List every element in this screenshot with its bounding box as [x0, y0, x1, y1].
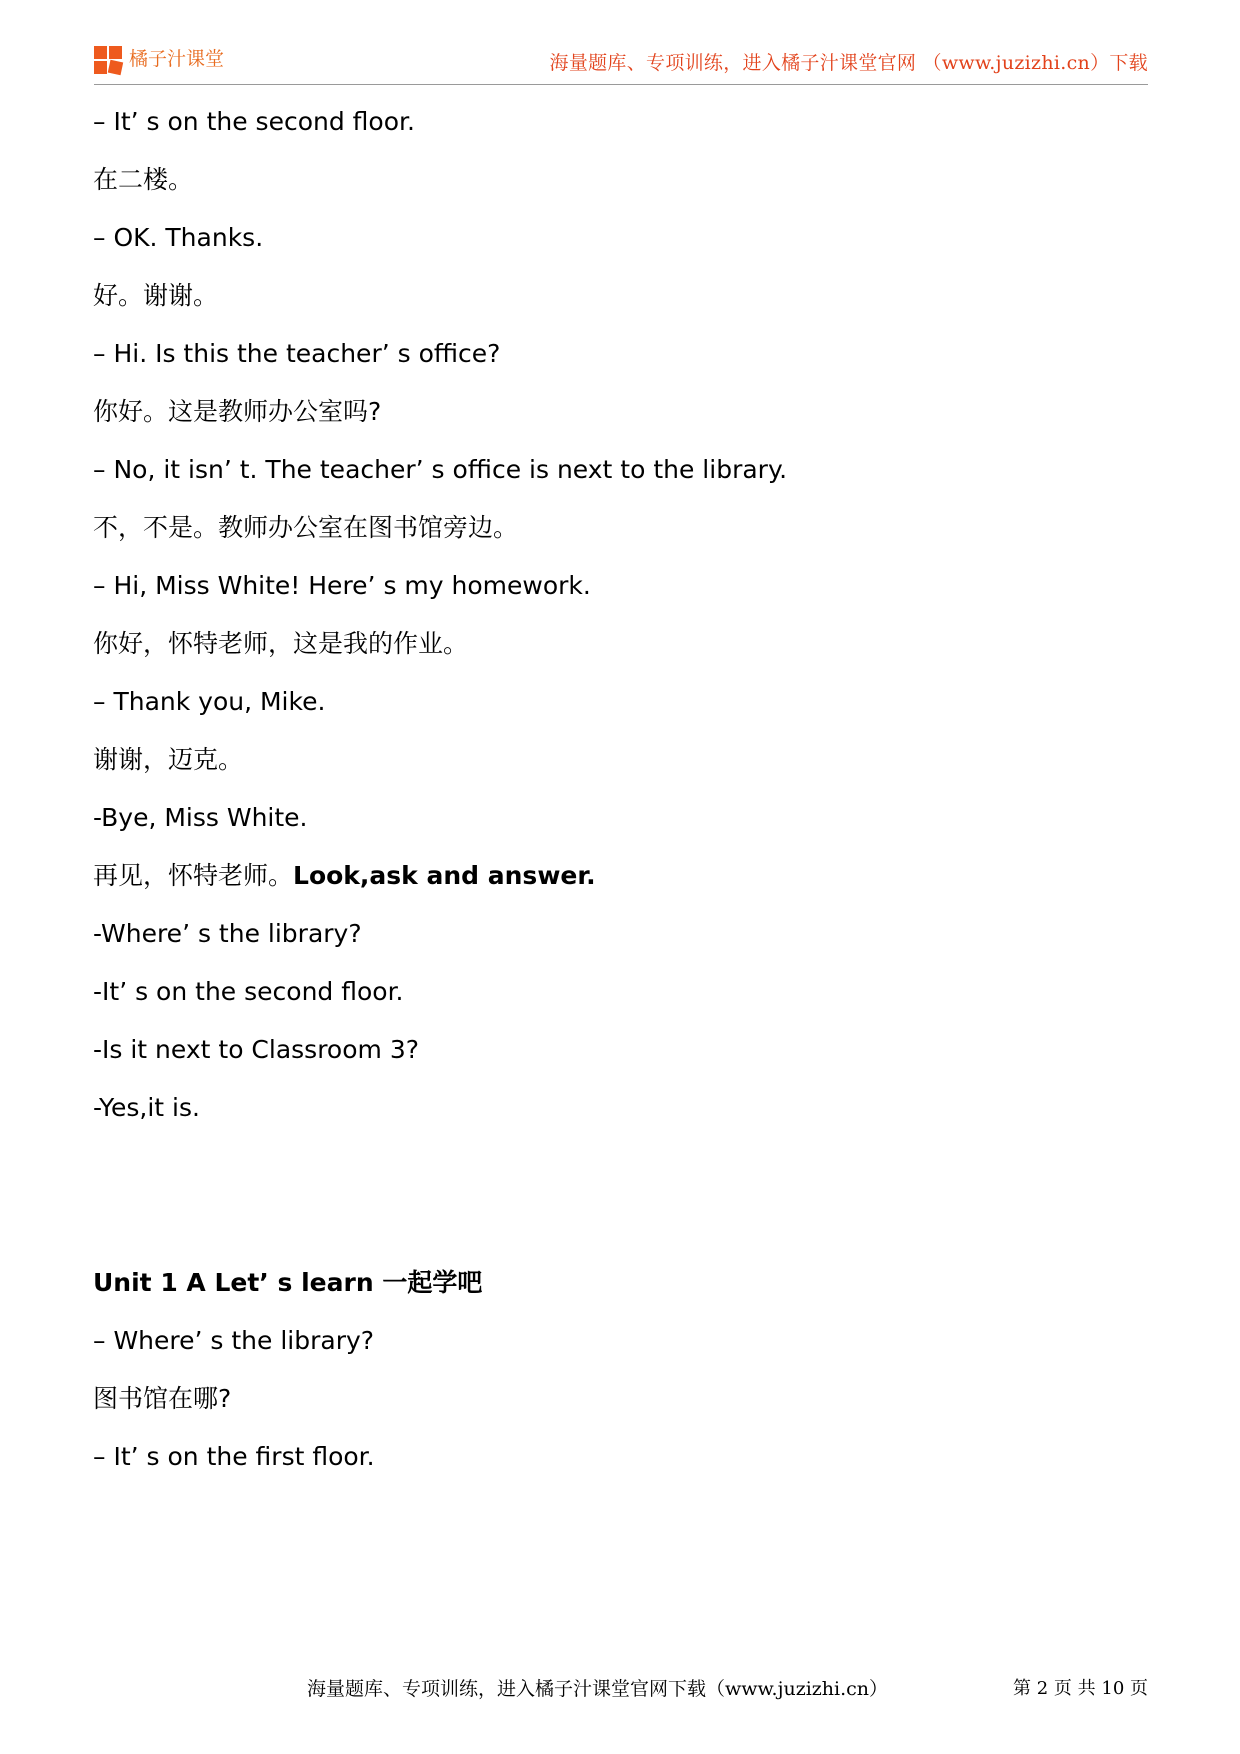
translation-line: 好。谢谢。 — [93, 281, 219, 310]
dialogue-line: – OK. Thanks. — [93, 223, 264, 252]
dialogue-line: -Bye, Miss White. — [93, 803, 308, 832]
logo-icon — [94, 46, 124, 76]
page-footer — [0, 1674, 1240, 1714]
dialogue-line: – Hi, Miss White! Here’ s my homework. — [93, 571, 591, 600]
translation-line: 你好。这是教师办公室吗? — [93, 397, 382, 426]
dialogue-line: -It’ s on the second floor. — [93, 977, 404, 1006]
page-number: 第 2 页 共 10 页 — [1013, 1678, 1148, 1699]
footer-site-link[interactable]: 海量题库、专项训练，进入橘子汁课堂官网下载（www.juzizhi.cn） — [307, 1678, 889, 1700]
header-site-link[interactable]: 海量题库、专项训练，进入橘子汁课堂官网 （www.juzizhi.cn）下载 — [549, 52, 1148, 74]
translation-with-heading — [93, 860, 596, 892]
unit-heading: Unit 1 A Let’ s learn 一起学吧 — [93, 1268, 483, 1297]
translation-line: 在二楼。 — [93, 165, 194, 194]
dialogue-line: – It’ s on the first floor. — [93, 1442, 375, 1471]
dialogue-line: – Where’ s the library? — [93, 1326, 375, 1355]
header-divider — [94, 84, 1148, 85]
section-heading: Look,ask and answer. — [293, 861, 596, 890]
translation-line: 不，不是。教师办公室在图书馆旁边。 — [93, 513, 519, 542]
logo-text: 橘子汁课堂 — [129, 48, 225, 70]
translation-text: 再见，怀特老师。 — [93, 861, 294, 890]
page-header — [94, 42, 1148, 86]
dialogue-line: -Is it next to Classroom 3? — [93, 1035, 420, 1064]
dialogue-line: – Hi. Is this the teacher’ s office? — [93, 339, 501, 368]
dialogue-line: – It’ s on the second floor. — [93, 107, 415, 136]
translation-line: 你好，怀特老师，这是我的作业。 — [93, 629, 469, 658]
dialogue-line: – Thank you, Mike. — [93, 687, 326, 716]
translation-line: 谢谢，迈克。 — [93, 745, 244, 774]
dialogue-line: -Yes,it is. — [93, 1093, 200, 1122]
dialogue-line: -Where’ s the library? — [93, 919, 362, 948]
dialogue-line: – No, it isn’ t. The teacher’ s office is next to the library. — [93, 455, 788, 484]
translation-line: 图书馆在哪? — [93, 1384, 232, 1413]
